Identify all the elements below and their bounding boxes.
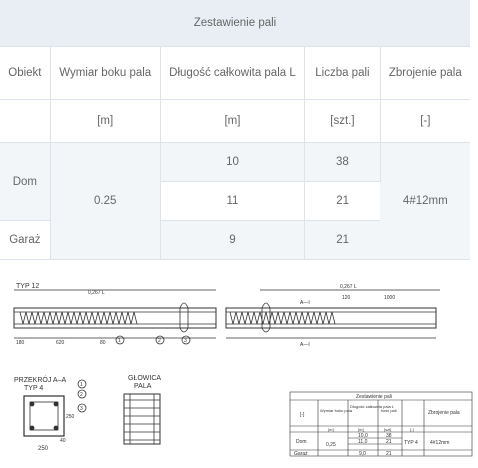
dim-250-side: 250 <box>66 414 75 420</box>
mini-l1: 10,0 <box>358 433 368 439</box>
pile-elevation <box>14 283 440 348</box>
cell-obiekt-garaz: Garaż <box>0 221 50 260</box>
header-dlugosc: Długość całkowita pala L <box>160 47 305 100</box>
header-wymiar: Wymiar boku pala <box>50 47 160 100</box>
section-marker-2: 2 <box>80 392 83 398</box>
table-title-row <box>0 0 470 47</box>
cell-zbrojenie: 4#12mm <box>380 143 470 260</box>
cell-dlugosc: 10 <box>160 143 305 182</box>
mini-typ: TYP 4 <box>404 440 418 446</box>
table-unit-row <box>0 100 470 143</box>
cell-liczba: 38 <box>305 143 380 182</box>
section-mark-top: A—I <box>300 300 310 306</box>
dim-right: 0,267 L <box>340 284 357 290</box>
mini-table <box>290 392 472 457</box>
przekroj-title: PRZEKRÓJ A–A <box>14 377 67 384</box>
dim-180: 180 <box>16 340 25 346</box>
cell-liczba: 21 <box>305 221 380 260</box>
mini-n3: 21 <box>386 451 392 457</box>
dim-250-bottom: 250 <box>38 446 49 452</box>
label-typ12: TYP 12 <box>16 283 40 290</box>
header-liczba: Liczba pali <box>305 47 380 100</box>
section-mark-bottom: A—I <box>300 342 310 348</box>
cross-section <box>14 375 86 452</box>
glowica-title: GŁOWICA <box>128 375 162 382</box>
mini-h2: Wymiar boku pala <box>320 408 352 413</box>
mini-title: Zestawienie pali <box>356 394 392 400</box>
header-zbrojenie: Zbrojenie pala <box>380 47 470 100</box>
dim-40: 40 <box>60 438 66 444</box>
table-title: Zestawienie pali <box>0 0 470 47</box>
cell-liczba: 21 <box>305 182 380 221</box>
mini-l3: 9,0 <box>359 451 366 457</box>
unit-liczba: [szt.] <box>305 100 380 143</box>
mini-u5: [-] <box>410 427 414 432</box>
marker-3: 3 <box>184 338 187 344</box>
unit-wymiar: [m] <box>50 100 160 143</box>
mini-u4: [szt] <box>384 427 392 432</box>
mini-garaz: Garaż <box>294 451 308 457</box>
mini-zb: 4#12mm <box>430 440 450 446</box>
section-marker-1: 1 <box>80 382 83 388</box>
dim-left: 0,267 L <box>88 290 105 296</box>
dim-80: 80 <box>100 340 106 346</box>
mini-n1: 38 <box>386 433 392 439</box>
mini-l2: 11,0 <box>358 439 368 445</box>
glowica-sub: PALA <box>134 383 152 390</box>
mini-dom: Dom <box>296 439 307 445</box>
dim-620: 620 <box>56 340 65 346</box>
dim-1000: 1000 <box>384 295 396 301</box>
header-obiekt: Obiekt <box>0 47 50 100</box>
cell-wymiar: 0.25 <box>50 143 160 260</box>
table-header-row <box>0 47 470 100</box>
pile-head <box>124 375 161 444</box>
mini-h1: [-] <box>300 412 305 418</box>
table-row <box>0 143 470 182</box>
technical-drawing <box>0 268 478 468</box>
unit-obiekt <box>0 100 50 143</box>
dim-120: 120 <box>342 295 351 301</box>
mini-h5: Zbrojenie pala <box>428 410 460 416</box>
mini-n2: 21 <box>386 439 392 445</box>
section-marker-3: 3 <box>80 406 83 412</box>
mini-w: 0,25 <box>326 442 336 448</box>
unit-dlugosc: [m] <box>160 100 305 143</box>
cell-obiekt-dom: Dom <box>0 143 50 221</box>
unit-zbrojenie: [-] <box>380 100 470 143</box>
cell-dlugosc: 11 <box>160 182 305 221</box>
cell-dlugosc: 9 <box>160 221 305 260</box>
mini-h4: Ilość pali <box>381 408 397 413</box>
mini-u3: [m] <box>358 427 364 432</box>
marker-1: 1 <box>118 338 121 344</box>
mini-u2: [m] <box>328 427 334 432</box>
mini-h3: Długość całkowita pala L <box>350 404 395 409</box>
przekroj-typ: TYP 4 <box>24 385 44 392</box>
marker-2: 2 <box>158 338 161 344</box>
